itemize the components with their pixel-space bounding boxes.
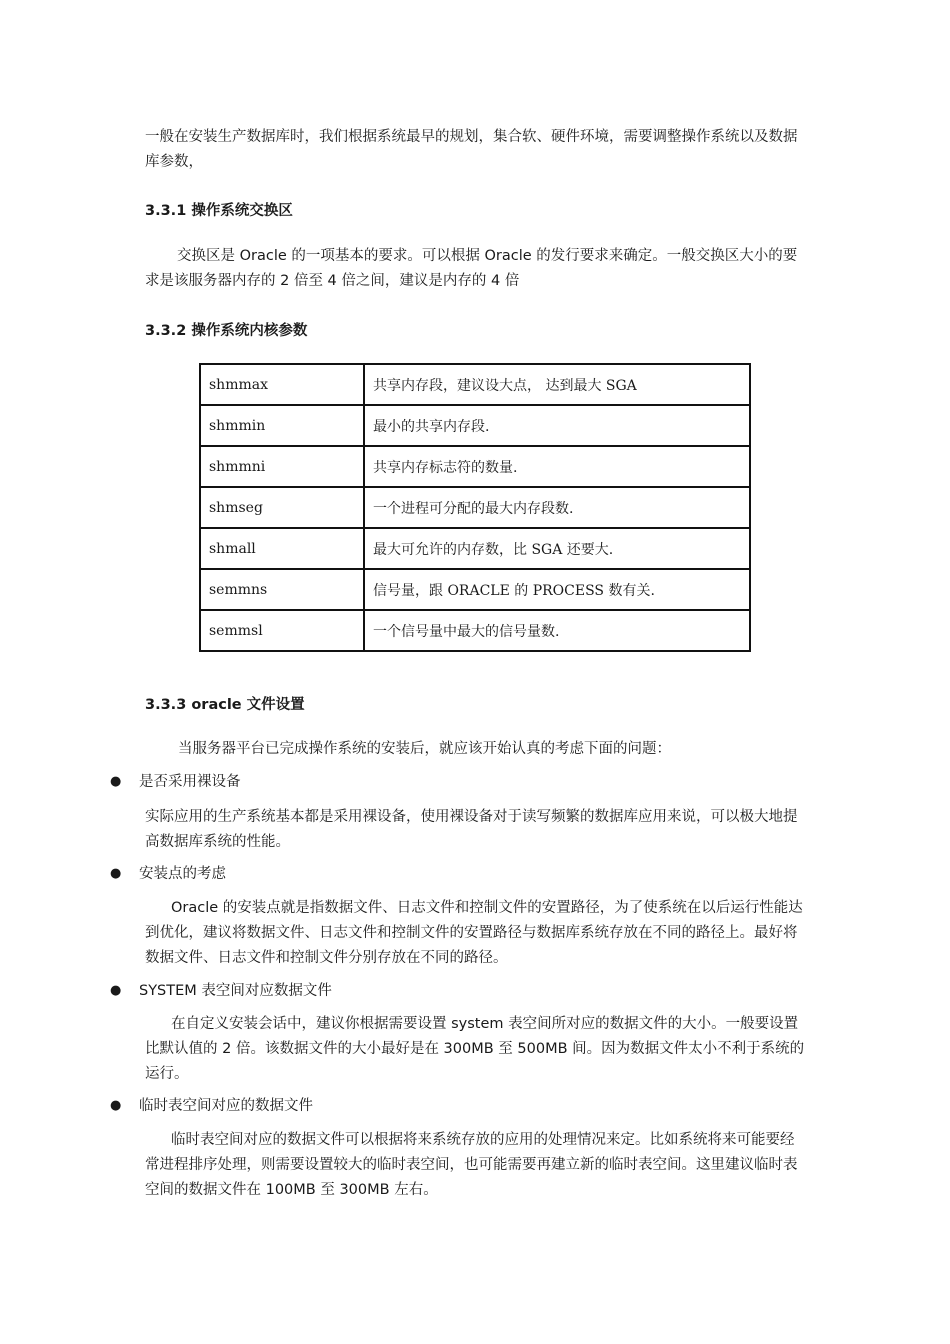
bullet-dot-icon: ● [110, 866, 122, 881]
table-row [200, 569, 750, 610]
bullet-label: SYSTEM 表空间对应数据文件 [139, 983, 332, 999]
param-name: shmall [200, 528, 364, 569]
bullet-dot-icon: ● [110, 774, 122, 789]
param-desc: 一个进程可分配的最大内存段数. [364, 487, 750, 528]
bullet-body: 临时表空间对应的数据文件可以根据将来系统存放的应用的处理情况来定。比如系统将来可能要经常进程排序处理，则需要设置较大的临时表空间，也可能需要再建立新的临时表空间。这里建议临时表空间的数据文件在 100MB 至 300MB 左右。 [145, 1132, 798, 1198]
param-desc: 共享内存标志符的数量. [364, 446, 750, 487]
section-332-heading: 3.3.2 操作系统内核参数 [145, 323, 308, 339]
bullet-dot-icon: ● [110, 1098, 122, 1113]
bullet-dot-icon: ● [110, 983, 122, 998]
param-name: semmns [200, 569, 364, 610]
param-desc: 一个信号量中最大的信号量数. [364, 610, 750, 651]
bullet-label: 临时表空间对应的数据文件 [139, 1098, 313, 1114]
param-desc: 最大可允许的内存数，比 SGA 还要大. [364, 528, 750, 569]
section-331-body: 交换区是 Oracle 的一项基本的要求。可以根据 Oracle 的发行要求来确定。一般交换区大小的要求是该服务器内存的 2 倍至 4 倍之间，建议是内存的 4 倍 [145, 248, 798, 289]
table-row [200, 610, 750, 651]
table-row [200, 487, 750, 528]
param-name: shmmax [200, 364, 364, 405]
bullet-body: 实际应用的生产系统基本都是采用裸设备，使用裸设备对于读写频繁的数据库应用来说，可以极大地提高数据库系统的性能。 [145, 809, 798, 850]
intro-paragraph: 一般在安装生产数据库时，我们根据系统最早的规划，集合软、硬件环境，需要调整操作系统以及数据库参数， [145, 129, 798, 170]
table-row [200, 405, 750, 446]
table-row [200, 446, 750, 487]
bullet-body: 在自定义安装会话中，建议你根据需要设置 system 表空间所对应的数据文件的大小。一般要设置比默认值的 2 倍。该数据文件的大小最好是在 300MB 至 500MB 间。因为数据文件太小不利于系统的运行。 [145, 1016, 805, 1082]
section-333-heading: 3.3.3 oracle 文件设置 [145, 697, 305, 713]
bullet-label: 安装点的考虑 [139, 866, 226, 882]
param-name: shmmin [200, 405, 364, 446]
section-331-heading: 3.3.1 操作系统交换区 [145, 203, 293, 219]
param-name: shmmni [200, 446, 364, 487]
section-333-intro: 当服务器平台已完成操作系统的安装后，就应该开始认真的考虑下面的问题： [178, 741, 671, 757]
table-row [200, 528, 750, 569]
param-desc: 信号量，跟 ORACLE 的 PROCESS 数有关. [364, 569, 750, 610]
kernel-params-table [199, 363, 751, 652]
bullet-label: 是否采用裸设备 [139, 774, 241, 790]
table-row [200, 364, 750, 405]
param-name: shmseg [200, 487, 364, 528]
param-desc: 共享内存段，建议设大点， 达到最大 SGA [364, 364, 750, 405]
param-desc: 最小的共享内存段. [364, 405, 750, 446]
bullet-body: Oracle 的安装点就是指数据文件、日志文件和控制文件的安置路径，为了使系统在以后运行性能达到优化，建议将数据文件、日志文件和控制文件的安置路径与数据库系统存放在不同的路径上。最好将数据文件、日志文件和控制文件分别存放在不同的路径。 [145, 900, 803, 966]
param-name: semmsl [200, 610, 364, 651]
